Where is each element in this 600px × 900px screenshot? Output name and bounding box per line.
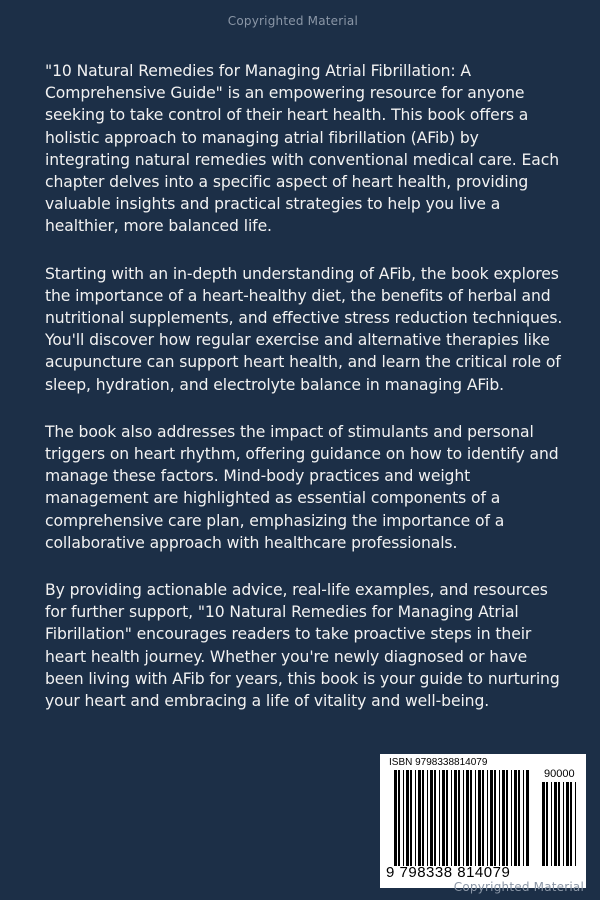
barcode-bar xyxy=(482,770,484,866)
barcode-bar xyxy=(546,782,548,866)
barcode-bar xyxy=(566,782,569,866)
addon-number: 90000 xyxy=(544,768,575,780)
barcode-bar xyxy=(518,770,520,866)
barcode-bar xyxy=(523,770,524,866)
barcode-bar xyxy=(502,770,505,866)
barcode-bar xyxy=(551,782,552,866)
barcode-bar xyxy=(427,770,428,866)
watermark-top: Copyrighted Material xyxy=(227,14,358,28)
barcode-bar xyxy=(570,782,572,866)
watermark-bottom: Copyrighted Material xyxy=(453,880,584,894)
barcode-bar xyxy=(475,770,476,866)
barcode-bar xyxy=(506,770,508,866)
barcode-bar xyxy=(554,782,557,866)
barcode-bar xyxy=(398,770,400,866)
barcode-bar xyxy=(442,770,445,866)
barcode-bar xyxy=(514,770,517,866)
barcode-bar xyxy=(487,770,488,866)
barcode-bar xyxy=(499,770,500,866)
barcode-bar xyxy=(490,770,493,866)
barcode-bar xyxy=(470,770,472,866)
barcode-bar xyxy=(418,770,421,866)
barcode-bar xyxy=(466,770,469,866)
barcode-bar xyxy=(422,770,424,866)
barcode-bar xyxy=(575,782,576,866)
barcode-bar xyxy=(410,770,412,866)
barcode-bar xyxy=(406,770,409,866)
barcode-bar xyxy=(430,770,433,866)
barcode-bar xyxy=(415,770,416,866)
barcode-bar xyxy=(542,782,545,866)
back-cover-text xyxy=(45,60,565,737)
barcode-bar xyxy=(478,770,481,866)
barcode-bar xyxy=(511,770,512,866)
barcode-bar xyxy=(439,770,440,866)
barcode-bar xyxy=(494,770,496,866)
isbn-label: ISBN 9798338814079 xyxy=(389,757,488,768)
paragraph-closing: By providing actionable advice, real-life examples, and resources for further support, "10 Natural Remedies for Managing Atrial Fibrillation" encourages readers to take proactive steps in their heart health journey. Whether you're newly diagnosed or have been living with AFib for years, this book is your guide to nurturing your heart and embracing a life of vitality and well-being. xyxy=(45,581,560,711)
barcode-bar xyxy=(463,770,464,866)
paragraph-triggers: The book also addresses the impact of stimulants and personal triggers on heart rhythm, offering guidance on how to identify and manage these factors. Mind-body practices and weight management are highlighted as essential components of a comprehensive care plan, emphasizing the importance of a collaborative approach with healthcare professionals. xyxy=(45,422,559,552)
barcode-bar xyxy=(394,770,397,866)
barcode-bar xyxy=(563,782,564,866)
barcode-bar xyxy=(403,770,404,866)
barcode-bar xyxy=(446,770,448,866)
barcode-box xyxy=(380,754,586,888)
barcode-bar xyxy=(558,782,560,866)
barcode-bar xyxy=(526,770,529,866)
barcode-digits: 9 798338 814079 xyxy=(386,864,511,881)
paragraph-topics: Starting with an in-depth understanding of AFib, the book explores the importance of a heart-healthy diet, the benefits of herbal and nutritional supplements, and effective stress reduction techniques. You'll discover how regular exercise and alternative therapies like acupuncture can support heart health, and learn the critical role of sleep, hydration, and electrolyte balance in managing AFib. xyxy=(45,264,563,394)
barcode-bar xyxy=(454,770,457,866)
paragraph-intro: "10 Natural Remedies for Managing Atrial Fibrillation: A Comprehensive Guide" is an empowering resource for anyone seeking to take control of their heart health. This book offers a holistic approach to managing atrial fibrillation (AFib) by integrating natural remedies with conventional medical care. Each chapter delves into a specific aspect of heart health, providing valuable insights and practical strategies to help you live a healthier, more balanced life. xyxy=(45,62,559,236)
barcode-bar xyxy=(451,770,452,866)
barcode-bar xyxy=(434,770,436,866)
barcode-bar xyxy=(458,770,460,866)
